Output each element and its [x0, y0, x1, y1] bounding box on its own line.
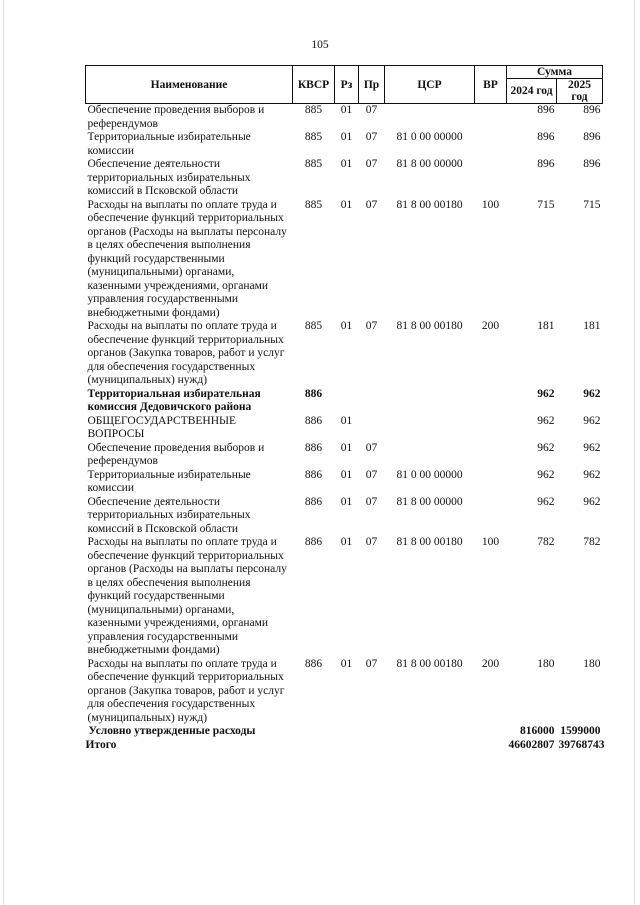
total-name: Итого: [85, 738, 117, 751]
cell-y2024: 896: [537, 131, 555, 143]
cell-y2025: 782: [583, 536, 601, 548]
cell-pr: 07: [365, 495, 378, 508]
total-row: [86, 739, 603, 753]
header-csr: ЦСР: [385, 66, 475, 104]
cell-kvsr: 885: [304, 131, 323, 143]
cell-kvsr: 885: [304, 158, 323, 170]
table-row: [86, 104, 603, 132]
cell-y2025: 715: [583, 198, 601, 211]
cell-pr: 07: [365, 131, 378, 143]
cell-vr: [475, 388, 507, 415]
table-header: [86, 66, 603, 104]
cell-pr: 07: [365, 468, 378, 481]
table-row: [86, 496, 603, 537]
cell-y2025: 896: [583, 131, 601, 143]
cell-pr: [359, 415, 385, 442]
cell-csr: [385, 442, 475, 469]
cell-kvsr: 885: [304, 198, 323, 211]
total-row: [86, 725, 603, 739]
table-row: [86, 199, 603, 321]
cell-pr: [359, 388, 385, 415]
table-row: [86, 658, 603, 726]
cell-rz: [335, 388, 359, 415]
cell-csr: 81 8 00 00180: [396, 320, 463, 332]
cell-rz: 01: [340, 468, 353, 481]
cell-vr: [475, 131, 507, 158]
cell-pr: 07: [365, 536, 378, 548]
cell-y2025: 896: [583, 104, 601, 116]
cell-rz: 01: [340, 320, 353, 332]
cell-name: Территориальная избирательная комиссия Дедовичского района: [87, 387, 261, 413]
cell-pr: 07: [365, 320, 378, 332]
cell-y2025: 962: [583, 441, 601, 454]
cell-csr: 81 8 00 00180: [396, 198, 463, 211]
cell-kvsr: 886: [304, 536, 323, 548]
table-row: [86, 131, 603, 158]
cell-kvsr: 885: [304, 104, 323, 116]
cell-y2024: 180: [537, 657, 555, 670]
table-row: [86, 158, 603, 199]
cell-csr: [385, 104, 475, 132]
cell-vr: [475, 469, 507, 496]
cell-kvsr: 885: [304, 320, 323, 332]
header-sum: Сумма: [507, 66, 603, 79]
cell-name: Территориальные избирательные комиссии: [87, 131, 251, 157]
cell-y2024: 715: [537, 198, 555, 211]
cell-y2025: 181: [583, 320, 601, 332]
header-vr: ВР: [475, 66, 507, 104]
page-number: 105: [311, 39, 329, 51]
cell-pr: 07: [365, 158, 378, 170]
cell-vr: [475, 104, 507, 132]
total-y2024: 816000: [520, 725, 555, 737]
header-kvsr: КВСР: [293, 66, 335, 104]
cell-vr: [475, 442, 507, 469]
cell-y2025: 896: [583, 158, 601, 170]
cell-kvsr: 886: [304, 441, 323, 454]
cell-rz: 01: [340, 104, 353, 116]
cell-name: Расходы на выплаты по оплате труда и обеспечение функций территориальных органов (Расходы на выплаты персоналу в целях обеспечения выполнения функций государственными (муниципальными) органами, казенными учреждениями, органами управления государственными внебюджетными фондами): [87, 198, 287, 319]
cell-name: Расходы на выплаты по оплате труда и обеспечение функций территориальных органов (Закупка товаров, работ и услуг для обеспечения государственных (муниципальных) нужд): [87, 320, 285, 386]
cell-csr: 81 8 00 00180: [396, 536, 463, 548]
cell-rz: 01: [340, 414, 353, 427]
cell-rz: 01: [340, 131, 353, 143]
cell-vr: [475, 158, 507, 199]
cell-vr: 100: [481, 198, 500, 211]
cell-name: Территориальные избирательные комиссии: [87, 468, 251, 494]
cell-name: Обеспечение проведения выборов и референдумов: [87, 441, 265, 467]
cell-pr: 07: [365, 198, 378, 211]
cell-vr: 100: [481, 536, 500, 548]
table-row: [86, 536, 603, 658]
total-y2025: 39768743: [558, 738, 605, 751]
header-year-2025: 2025 год: [557, 79, 603, 104]
cell-y2025: 962: [583, 387, 601, 400]
cell-y2024: 782: [537, 536, 555, 548]
header-year-2024: 2024 год: [507, 79, 557, 104]
cell-y2025: 962: [583, 495, 601, 508]
cell-y2024: 896: [537, 104, 555, 116]
cell-kvsr: 886: [304, 414, 323, 427]
cell-csr: 81 0 00 00000: [396, 131, 463, 143]
scan-edge-left: [3, 0, 4, 905]
table-row: [86, 469, 603, 496]
cell-rz: 01: [340, 158, 353, 170]
cell-name: ОБЩЕГОСУДАРСТВЕННЫЕ ВОПРОСЫ: [87, 414, 237, 440]
total-y2025: 1599000: [560, 725, 601, 737]
cell-csr: 81 8 00 00180: [396, 657, 463, 670]
header-rz: Рз: [335, 66, 359, 104]
scan-edge-right: [634, 0, 635, 905]
cell-vr: 200: [481, 320, 500, 332]
total-y2024: 46602807: [508, 738, 555, 751]
cell-kvsr: 886: [304, 495, 323, 508]
header-name: Наименование: [86, 66, 293, 104]
cell-kvsr: 886: [304, 387, 323, 400]
cell-csr: [385, 388, 475, 415]
cell-rz: 01: [340, 495, 353, 508]
cell-rz: 01: [340, 198, 353, 211]
cell-csr: [385, 415, 475, 442]
cell-vr: [475, 415, 507, 442]
table-body: [86, 104, 603, 753]
cell-csr: 81 8 00 00000: [396, 158, 463, 170]
cell-name: Обеспечение проведения выборов и референдумов: [87, 104, 265, 130]
cell-y2024: 962: [537, 387, 555, 400]
budget-table: [85, 65, 603, 752]
cell-y2024: 962: [537, 468, 555, 481]
cell-y2024: 896: [537, 158, 555, 170]
cell-pr: 07: [365, 104, 378, 116]
cell-y2025: 962: [583, 414, 601, 427]
cell-csr: 81 0 00 00000: [396, 468, 463, 481]
cell-vr: 200: [481, 657, 500, 670]
total-name: Условно утвержденные расходы: [88, 725, 256, 737]
table-row: [86, 320, 603, 388]
cell-kvsr: 886: [304, 657, 323, 670]
cell-pr: 07: [365, 657, 378, 670]
cell-name: Обеспечение деятельности территориальных избирательных комиссий в Псковской области: [87, 158, 251, 197]
cell-name: Обеспечение деятельности территориальных избирательных комиссий в Псковской области: [87, 495, 251, 535]
cell-name: Расходы на выплаты по оплате труда и обеспечение функций территориальных органов (Закупка товаров, работ и услуг для обеспечения государственных (муниципальных) нужд): [87, 657, 285, 724]
cell-y2024: 962: [537, 441, 555, 454]
cell-rz: 01: [340, 536, 353, 548]
cell-rz: 01: [340, 657, 353, 670]
cell-kvsr: 886: [304, 468, 323, 481]
table-row: [86, 415, 603, 442]
cell-y2025: 962: [583, 468, 601, 481]
cell-vr: [475, 496, 507, 537]
cell-pr: 07: [365, 441, 378, 454]
header-pr: Пр: [359, 66, 385, 104]
cell-csr: 81 8 00 00000: [396, 495, 463, 508]
cell-y2025: 180: [583, 657, 601, 670]
table-row: [86, 388, 603, 415]
cell-y2024: 962: [537, 414, 555, 427]
cell-y2024: 181: [537, 320, 555, 332]
table-row: [86, 442, 603, 469]
cell-y2024: 962: [537, 495, 555, 508]
cell-name: Расходы на выплаты по оплате труда и обеспечение функций территориальных органов (Расходы на выплаты персоналу в целях обеспечения выполнения функций государственными (муниципальными) органами, казенными учреждениями, органами управления государственными внебюджетными фондами): [87, 536, 287, 656]
cell-rz: 01: [340, 441, 353, 454]
